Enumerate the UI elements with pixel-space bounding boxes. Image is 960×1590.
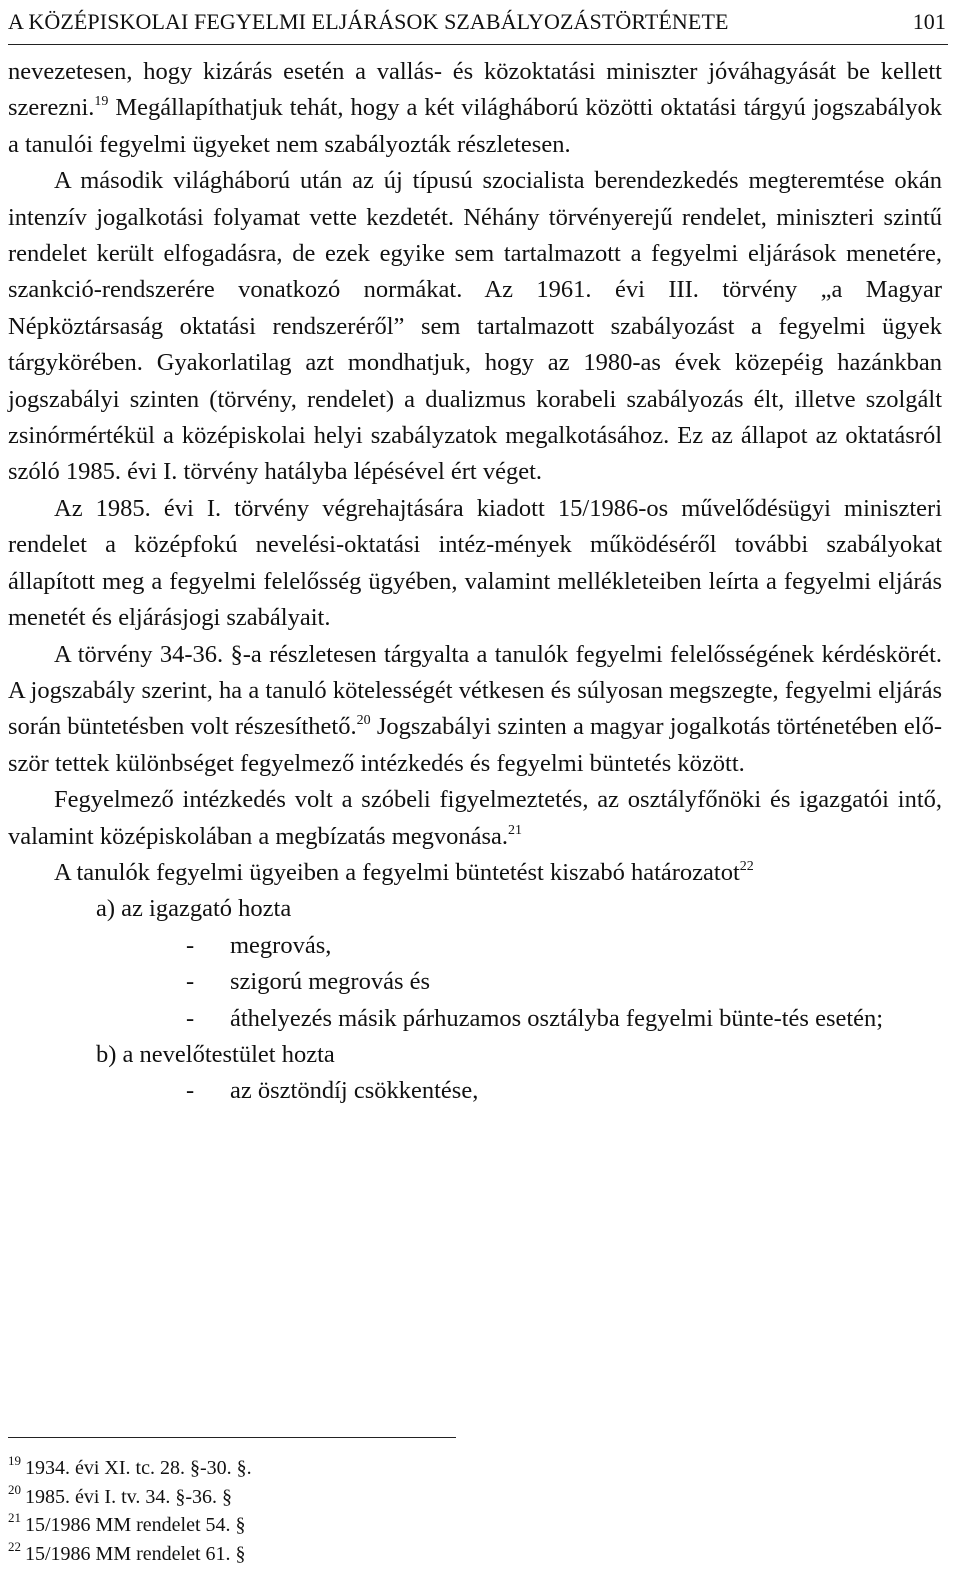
list-item-text: áthelyezés másik párhuzamos osztályba fegyelmi bünte-tés esetén; (230, 1004, 884, 1032)
footnote-text: 15/1986 MM rendelet 54. § (25, 1514, 246, 1536)
running-header (8, 0, 948, 45)
footnote-number: 19 (8, 1453, 21, 1468)
paragraph-text: nevezetesen, hogy kizárás esetén a vallás- és közoktatási miniszter jóváhagyását be kellett szerezni. (8, 58, 942, 122)
paragraph (8, 855, 942, 891)
paragraph-text: Fegyelmező intézkedés volt a szóbeli figyelmeztetés, az osztályfőnöki és igazgatói intő, valamint középiskolában a megbízatás megvonása. (8, 786, 942, 850)
list-dash: - (186, 1077, 195, 1105)
footnote (8, 1540, 708, 1569)
paragraph-text: A törvény 34-36. §-a részletesen tárgyalta a tanulók fegyelmi felelősségének kérdéskörét. A jogszabály szerint, ha a tanuló kötelességét vétkesen és súlyosan megszegte, fegyelmi eljárás során büntetésben volt részesíthető. (8, 640, 942, 741)
list-heading: a) az igazgató hozta (96, 895, 292, 923)
penalty-list (8, 891, 942, 1109)
footnote (8, 1511, 708, 1540)
footnote-number: 21 (8, 1510, 21, 1525)
paragraph: Az 1985. évi I. törvény végrehajtására kiadott 15/1986-os művelődésügyi miniszteri rendelet a középfokú nevelési-oktatási intéz-mények működéséről további szabályokat állapított meg a fegyelmi felelősség ügyében, valamint mellékleteiben leírta a fegyelmi eljárás menetét és eljárásjogi szabályait. (8, 494, 942, 632)
page-number: 101 (912, 9, 946, 34)
list-dash: - (186, 1004, 195, 1032)
footnote-separator (8, 1437, 456, 1438)
footnote-text: 1934. évi XI. tc. 28. §-30. §. (25, 1457, 252, 1479)
list-item (8, 1073, 942, 1109)
running-header-title: A KÖZÉPISKOLAI FEGYELMI ELJÁRÁSOK SZABÁLYOZÁSTÖRTÉNETE (8, 9, 729, 34)
footnote (8, 1454, 708, 1483)
paragraph (8, 637, 942, 783)
list-item (8, 1001, 942, 1037)
footnote-text: 1985. évi I. tv. 34. §-36. § (25, 1485, 233, 1508)
footnotes (8, 1454, 708, 1568)
list-dash: - (186, 968, 195, 996)
footnote (8, 1483, 708, 1512)
footnote-ref[interactable]: 20 (356, 713, 371, 729)
footnote-ref[interactable]: 21 (508, 822, 523, 838)
list-item-text: szigorú megrovás és (230, 968, 431, 996)
paragraph: A második világháború után az új típusú szocialista berendezkedés megteremtése okán intenzív jogalkotási folyamat vette kezdetét. Néhány törvényerejű rendelet, miniszteri szintű rendelet került elfogadásra, de ezek egyike sem tartalmazott a fegyelmi eljárások menetére, szankció-rendszerére vonatkozó normákat. Az 1961. évi III. törvény „a Magyar Népköztársaság oktatási rendszeréről” sem tartalmazott szabályozást a fegyelmi ügyek tárgykörében. Gyakorlatilag azt mondhatjuk, hogy az 1980-as évek közepéig hazánkban jogszabályi szinten (törvény, rendelet) a dualizmus korabeli szabályozás élt, illetve szolgált zsinórmértékül a középiskolai helyi szabályzatok megalkotásához. Ez az állapot az oktatásról szóló 1985. évi I. törvény hatályba lépésével ért véget. (8, 167, 942, 486)
footnote-text: 15/1986 MM rendelet 61. § (25, 1542, 246, 1565)
paragraph (8, 54, 942, 163)
footnote-ref[interactable]: 22 (739, 858, 754, 874)
paragraph-text: Megállapíthatjuk tehát, hogy a két világháború közötti oktatási tárgyú jogszabályok a tanulói fegyelmi ügyeket nem szabályozták részletesen. (8, 94, 942, 158)
list-item-text: az ösztöndíj csökkentése, (230, 1077, 479, 1105)
paragraph-text: A tanulók fegyelmi ügyeiben a fegyelmi büntetést kiszabó határozatot (54, 858, 740, 886)
paragraph (8, 782, 942, 855)
paragraph-text: Jogszabályi szinten a magyar jogalkotás történetében elő-ször tettek különbséget fegyelmező intézkedés és fegyelmi büntetés között. (8, 713, 942, 777)
body-text (8, 54, 942, 1110)
list-heading: b) a nevelőtestület hozta (96, 1040, 335, 1068)
list-item (8, 964, 942, 1000)
footnote-ref[interactable]: 19 (94, 94, 109, 110)
list-item-text: megrovás, (230, 931, 332, 959)
footnote-number: 20 (8, 1481, 21, 1497)
list-dash: - (186, 931, 195, 959)
list-item (8, 928, 942, 964)
footnote-number: 22 (8, 1538, 21, 1554)
